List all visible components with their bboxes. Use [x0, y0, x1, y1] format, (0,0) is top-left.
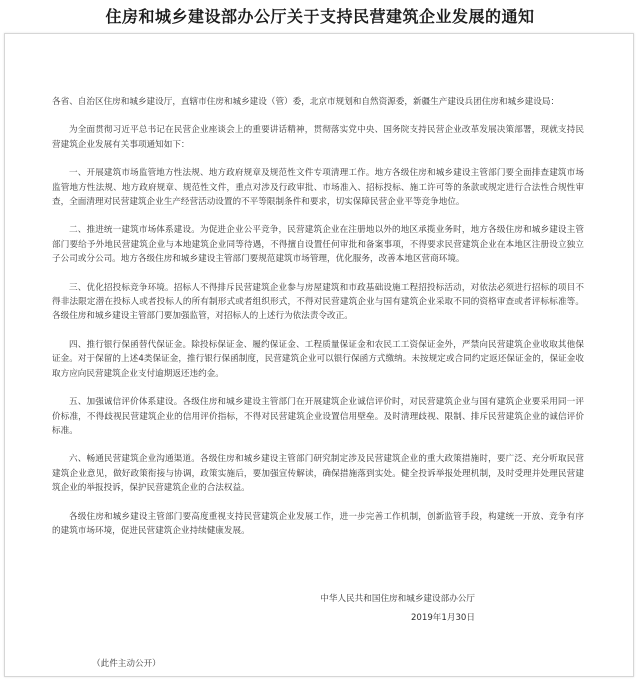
document-title: 住房和城乡建设部办公厅关于支持民营建筑企业发展的通知 [105, 7, 535, 26]
document-body [52, 95, 584, 538]
item-3-paragraph: 三、优化招投标竞争环境。招标人不得排斥民营建筑企业参与房屋建筑和市政基础设施工程招投标活动，对依法必须进行招标的项目不得非法限定潜在投标人或者投标人的所有制形式或者组织形式，不得对民营建筑企业与国有建筑企业采取不同的资格审查或者评标标准等。各级住房和城乡建设主管部门要加强监管，对招标人的上述行为依法责令改正。 [52, 282, 584, 322]
item-5-paragraph: 五、加强诚信评价体系建设。各级住房和城乡建设主管部门在开展建筑企业诚信评价时，对民营建筑企业与国有建筑企业要采用同一评价标准，不得歧视民营建筑企业的信用评价指标，不得对民营建筑企业设置信用壁垒。及时清理歧视、限制、排斥民营建筑企业的诚信评价标准。 [52, 397, 584, 436]
item-6-paragraph: 六、畅通民营建筑企业沟通渠道。各级住房和城乡建设主管部门研究制定涉及民营建筑企业的重大政策措施时，要广泛、充分听取民营建筑企业意见，做好政策衔接与协调，政策实施后，要加强宣传解读，确保措施落到实处。健全投诉举报处理机制，及时受理并处理民营建筑企业的举报投诉，保护民营建筑企业的合法权益。 [52, 454, 584, 494]
closing-paragraph: 各级住房和城乡建设主管部门要高度重视支持民营建筑企业发展工作，进一步完善工作机制，创新监管手段，构建统一开放、竞争有序的建筑市场环境，促进民营建筑企业持续健康发展。 [52, 511, 584, 536]
addressee-line: 各省、自治区住房和城乡建设厅，直辖市住房和城乡建设（管）委，北京市规划和自然资源委，新疆生产建设兵团住房和城乡建设局： [52, 97, 560, 107]
signature-block [320, 590, 475, 628]
issue-date: 2019年1月30日 [410, 613, 475, 623]
item-2-paragraph: 二、推进统一建筑市场体系建设。为促进企业公平竞争，民营建筑企业在注册地以外的地区承揽业务时，地方各级住房和城乡建设主管部门要给予外地民营建筑企业与本地建筑企业同等待遇，不得擅自设置任何审批和备案事项，不得要求民营建筑企业在本地区注册设立独立子公司或分公司。地方各级住房和城乡建设主管部门要规范建筑市场管理，优化服务，改善本地区营商环境。 [52, 225, 584, 265]
disclosure-note: （此件主动公开） [92, 659, 161, 669]
item-4-paragraph: 四、推行银行保函替代保证金。除投标保证金、履约保证金、工程质量保证金和农民工工资保证金外，严禁向民营建筑企业收取其他保证金。对于保留的上述4类保证金，推行银行保函制度，民营建筑企业可以银行保函方式缴纳。未按规定或合同约定返还保证金的，保证金收取方应向民营建筑企业支付逾期返还违约金。 [52, 339, 584, 379]
item-1-paragraph: 一、开展建筑市场监管地方性法规、地方政府规章及规范性文件专项清理工作。地方各级住房和城乡建设主管部门要全面排查建筑市场监管地方性法规、地方政府规章、规范性文件，重点对涉及行政审批、市场准入、招标投标、施工许可等的条款或规定进行合法性合规性审查，全面清理对民营建筑企业生产经营活动设置的不平等限制条件和要求，切实保障民营企业平等竞争地位。 [52, 168, 584, 208]
intro-paragraph: 为全面贯彻习近平总书记在民营企业座谈会上的重要讲话精神，贯彻落实党中央、国务院支持民营企业改革发展决策部署，现就支持民营建筑企业发展有关事项通知如下： [52, 125, 584, 150]
issuer-name: 中华人民共和国住房和城乡建设部办公厅 [320, 594, 475, 604]
